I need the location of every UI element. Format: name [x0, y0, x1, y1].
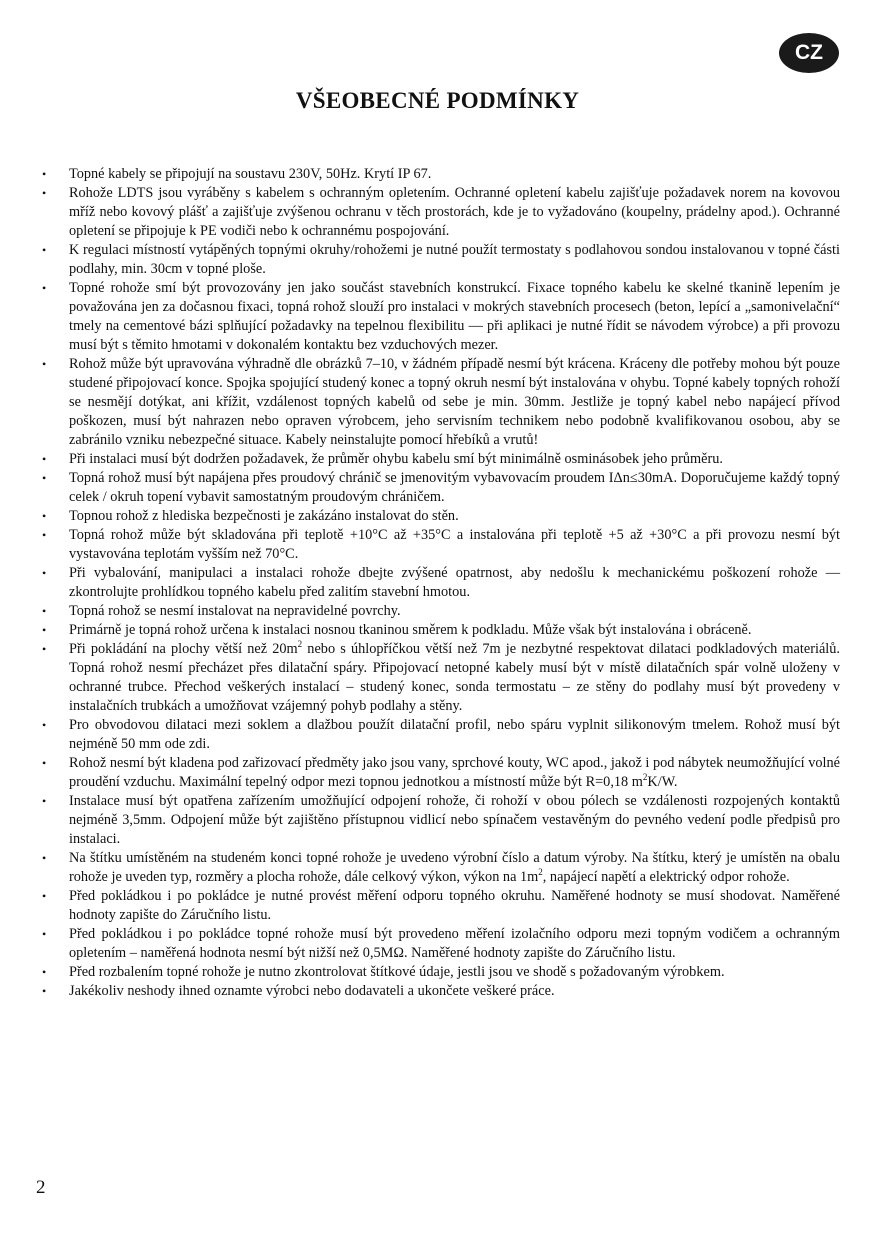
- bullet-icon: •: [42, 167, 47, 181]
- bullet-icon: •: [42, 927, 47, 941]
- bullet-icon: •: [42, 718, 47, 732]
- conditions-list: [42, 165, 840, 1001]
- bullet-icon: •: [42, 794, 47, 808]
- list-item: [42, 602, 840, 621]
- list-item: [42, 792, 840, 849]
- list-item-text: Primárně je topná rohož určena k instalaci nosnou tkaninou směrem k podkladu. Může však být instalována i obráceně.: [69, 622, 752, 638]
- list-item-text: Instalace musí být opatřena zařízením umožňující odpojení rohože, či rohoží v obou pólech se vzdálenosti rozpojených kontaktů nejméně 3,5mm. Odpojení může být zajištěno přístupnou vidlicí nebo spínačem vestavěným do pevného vedení podle předpisů pro instalaci.: [69, 793, 840, 847]
- list-item-text: Topná rohož může být skladována při teplotě +10°C až +35°C a instalována při teplotě +5 až +30°C a při provozu nesmí být vystavována teplotám vyšším než 70°C.: [69, 527, 840, 562]
- bullet-icon: •: [42, 756, 47, 770]
- list-item: [42, 355, 840, 450]
- list-item-text: Rohože LDTS jsou vyráběny s kabelem s ochranným opletením. Ochranné opletení kabelu zajišťuje požadavek norem na kovovou mříž nebo kovový plášť a zajišťuje zvýšenou ochranu v těch prostorách, kde je to vyžadováno (koupelny, prádelny apod.). Ochranné opletení se připojuje k PE vodiči nebo k ochrannému pospojování.: [69, 185, 840, 239]
- list-item-text: Topné kabely se připojují na soustavu 230V, 50Hz. Krytí IP 67.: [69, 166, 432, 182]
- list-item: [42, 279, 840, 355]
- list-item: [42, 526, 840, 564]
- list-item-text: Před rozbalením topné rohože je nutno zkontrolovat štítkové údaje, jestli jsou ve shodě s požadovaným výrobkem.: [69, 964, 725, 980]
- bullet-icon: •: [42, 984, 47, 998]
- list-item: [42, 241, 840, 279]
- bullet-icon: •: [42, 851, 47, 865]
- list-item: [42, 450, 840, 469]
- bullet-icon: •: [42, 471, 47, 485]
- list-item: [42, 640, 840, 716]
- list-item-text: Topné rohože smí být provozovány jen jako součást stavebních konstrukcí. Fixace topného kabelu ke skelné tkanině lepením je považována jen za dočasnou fixaci, topná rohož slouží pro instalaci v mokrých stavebních procesech (beton, lepící a „samonivelační“ tmely na cementové bázi splňující požadavky na tepelnou flexibilitu — při aplikaci je nutné řídit se návodem výrobce) a při provozu musí být s těmito hmotami v dokonalém kontaktu bez vzduchových mezer.: [69, 280, 840, 353]
- furniture-text: Rohož nesmí být kladena pod zařizovací předměty jako jsou vany, sprchové kouty, WC apod., jakož i pod nábytek neumožňující volné proudění vzduchu. Maximální tepelný odpor mezi topnou jednotkou a místností může být R=0,18 $m^2K/W$.: [69, 755, 840, 790]
- bullet-icon: •: [42, 965, 47, 979]
- list-item-text: Rohož může být upravována výhradně dle obrázků 7–10, v žádném případě nesmí být krácena. Kráceny dle potřeby mohou být pouze studené připojovací konce. Spojka spojující studený konec a topný okruh nesmí být instalována v ohybu. Topné kabely topných rohoží se nesmějí dotýkat, ani křížit, vzdálenost topných kabelů od sebe je min. 30mm. Jestliže je topný kabel nebo napájecí přívod poškozen, musí být nahrazen nebo opraven výrobcem, jeho servisním technikem nebo podobně kvalifikovanou osobou, aby se zabránilo vzniku nebezpečné situace. Kabely neinstalujte pomocí hřebíků a vrutů!: [69, 356, 840, 448]
- page-number: 2: [36, 1177, 46, 1198]
- list-item: [42, 469, 840, 507]
- bullet-icon: •: [42, 642, 47, 656]
- list-item: [42, 754, 840, 792]
- bullet-icon: •: [42, 889, 47, 903]
- list-item-text: Pro obvodovou dilataci mezi soklem a dlažbou použít dilatační profil, nebo spáru vyplnit silikonovým tmelem. Rohož musí být nejméně 50 mm ode zdi.: [69, 717, 840, 752]
- bullet-icon: •: [42, 528, 47, 542]
- list-item-text: K regulaci místností vytápěných topnými okruhy/rohožemi je nutné použít termostaty s podlahovou sondou instalovanou v topné části podlahy, min. 30cm v topné ploše.: [69, 242, 840, 277]
- bullet-icon: •: [42, 509, 47, 523]
- label-text: Na štítku umístěném na studeném konci topné rohože je uvedeno výrobní číslo a datum výroby. Na štítku, který je umístěn na obalu rohože je uveden typ, rozměry a plocha rohože, dále celkový výkon, výkon na $1m^2$, napájecí napětí a elektrický odpor rohože.: [69, 850, 840, 885]
- list-item-text: Topná rohož se nesmí instalovat na nepravidelné povrchy.: [69, 603, 401, 619]
- bullet-icon: •: [42, 281, 47, 295]
- list-item: [42, 184, 840, 241]
- bullet-icon: •: [42, 186, 47, 200]
- bullet-icon: •: [42, 566, 47, 580]
- list-item: [42, 564, 840, 602]
- list-item: [42, 963, 840, 982]
- list-item-text: Při vybalování, manipulaci a instalaci rohože dbejte zvýšené opatrnost, aby nedošlu k mechanickému poškození rohože — zkontrolujte prohlídkou topného kabelu před zalitím stavební hmotou.: [69, 565, 840, 600]
- list-item: [42, 507, 840, 526]
- language-badge: CZ: [779, 33, 839, 73]
- dilatation-text: Při pokládání na plochy větší než $20m^2$ nebo s úhlopříčkou větší než 7m je nezbytné respektovat dilataci podkladových materiálů. Topná rohož nesmí přecházet přes dilatační spáry. Připojovací netopné kabely musí být v místě dilatačních spár volně uloženy v ochranné trubce. Přechod veškerých instalací – studený konec, sonda termostatu – ze stěny do podlahy musí být provedeny v instalačních trubkách a umožňovat vzájemný pohyb podlahy a stěny.: [69, 639, 840, 714]
- list-item: [42, 716, 840, 754]
- bullet-icon: •: [42, 604, 47, 618]
- list-item: [42, 982, 840, 1001]
- list-item: [42, 849, 840, 887]
- list-item: [42, 887, 840, 925]
- page-title: VŠEOBECNÉ PODMÍNKY: [295, 88, 580, 113]
- bullet-icon: •: [42, 623, 47, 637]
- list-item: [42, 165, 840, 184]
- list-item-text: Při instalaci musí být dodržen požadavek, že průměr ohybu kabelu smí být minimálně osminásobek jeho průměru.: [69, 451, 723, 467]
- bullet-icon: •: [42, 452, 47, 466]
- list-item-text: Před pokládkou i po pokládce topné rohože musí být provedeno měření izolačního odporu mezi topným vodičem a ochranným opletením – naměřená hodnota nesmí být nižší než 0,5MΩ. Naměřené hodnoty zapište do Záručního listu.: [69, 926, 840, 961]
- bullet-icon: •: [42, 243, 47, 257]
- list-item: [42, 925, 840, 963]
- list-item-text: Před pokládkou i po pokládce je nutné provést měření odporu topného okruhu. Naměřené hodnoty se musí shodovat. Naměřené hodnoty zapište do Záručního listu.: [69, 888, 840, 923]
- bullet-icon: •: [42, 357, 47, 371]
- list-item-text: Jakékoliv neshody ihned oznamte výrobci nebo dodavateli a ukončete veškeré práce.: [69, 983, 555, 999]
- list-item: [42, 621, 840, 640]
- list-item-text: Topnou rohož z hlediska bezpečnosti je zakázáno instalovat do stěn.: [69, 508, 459, 524]
- list-item-text: Topná rohož musí být napájena přes proudový chránič se jmenovitým vybavovacím proudem IΔn≤30mA. Doporučujeme každý topný celek / okruh topení vybavit samostatným proudovým chráničem.: [69, 470, 840, 505]
